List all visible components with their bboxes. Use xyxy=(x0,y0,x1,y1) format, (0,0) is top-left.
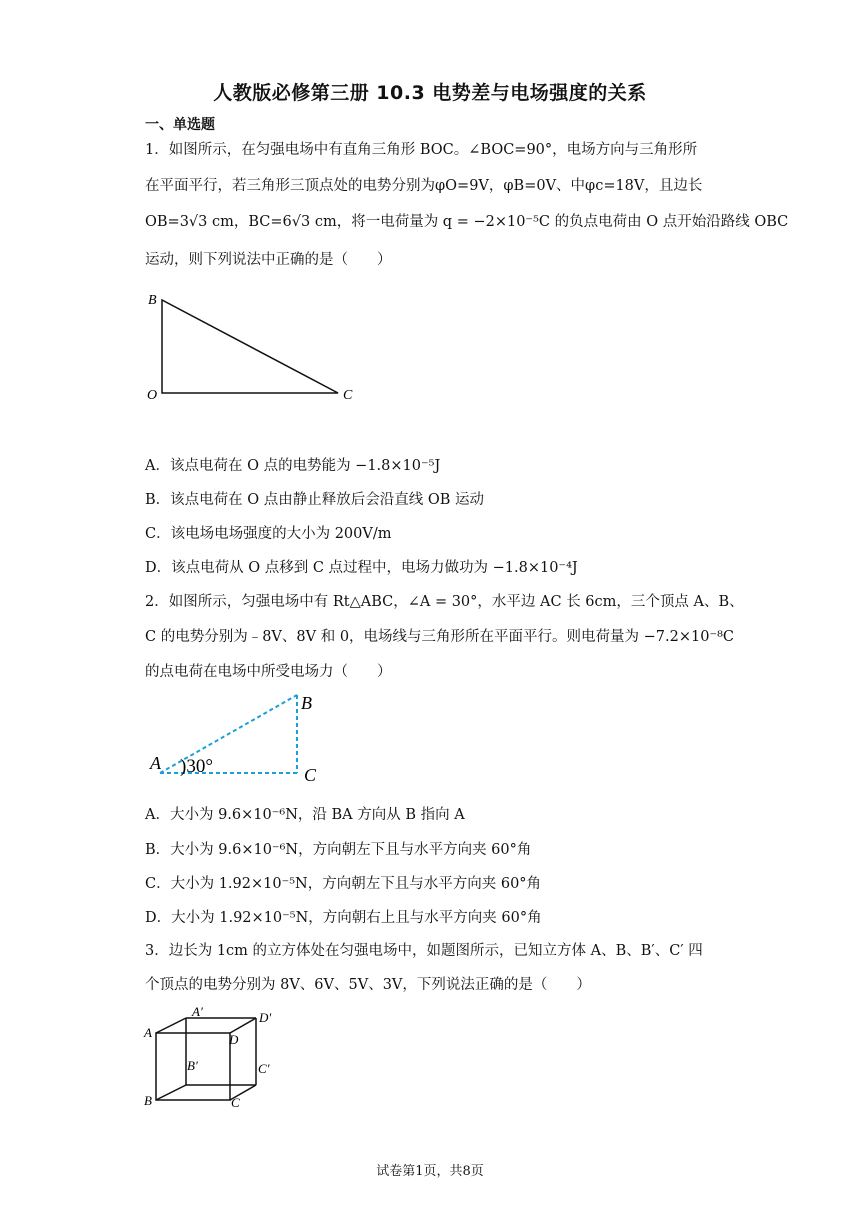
label-a: A xyxy=(150,753,161,773)
triangle-boc xyxy=(162,300,338,393)
cube-figure xyxy=(140,1000,285,1112)
question-1-line: 1．如图所示，在匀强电场中有直角三角形 BOC。∠BOC=90°，电场方向与三角形所 xyxy=(145,142,698,158)
question-3-line: 个顶点的电势分别为 8V、6V、5V、3V，下列说法正确的是（ ） xyxy=(145,977,591,993)
label-a-prime: A′ xyxy=(192,1004,203,1019)
label-c-prime: C′ xyxy=(258,1061,270,1076)
question-2-line: 2．如图所示，匀强电场中有 Rt△ABC，∠A = 30°，水平边 AC 长 6cm，三个顶点 A、B、 xyxy=(145,594,744,610)
label-b: B xyxy=(148,293,157,308)
option-c: C．该电场电场强度的大小为 200V/m xyxy=(145,526,392,542)
option-c: C．大小为 1.92×10⁻⁵N，方向朝左下且与水平方向夹 60°角 xyxy=(145,876,542,892)
triangle-abc-figure xyxy=(140,685,340,790)
question-2-line: 的点电荷在电场中所受电场力（ ） xyxy=(145,664,392,680)
question-2-line: C 的电势分别为﹣8V、8V 和 0，电场线与三角形所在平面平行。则电荷量为 −7.2×10⁻⁸C xyxy=(145,629,735,645)
label-c: C xyxy=(231,1095,240,1110)
label-b-prime: B′ xyxy=(187,1058,198,1073)
label-b: B xyxy=(144,1093,152,1108)
option-d: D．该点电荷从 O 点移到 C 点过程中，电场力做功为 −1.8×10⁻⁴J xyxy=(145,560,578,576)
page-title: 人教版必修第三册 10.3 电势差与电场强度的关系 xyxy=(213,82,647,104)
label-o: O xyxy=(147,388,158,403)
label-d-prime: D′ xyxy=(259,1010,272,1025)
question-1-line: 在平面平行，若三角形三顶点处的电势分别为φO=9V，φB=0V、中φc=18V，且边长 xyxy=(145,178,703,194)
option-b: B．大小为 9.6×10⁻⁶N，方向朝左下且与水平方向夹 60°角 xyxy=(145,842,532,858)
option-b: B．该点电荷在 O 点由静止释放后会沿直线 OB 运动 xyxy=(145,492,485,508)
label-c: C xyxy=(343,388,353,403)
page-footer: 试卷第1页，共8页 xyxy=(376,1164,484,1179)
question-1-line: OB=3√3 cm，BC=6√3 cm，将一电荷量为 q = −2×10⁻⁵C 的负点电荷由 O 点开始沿路线 OBC xyxy=(145,214,789,230)
option-a: A．该点电荷在 O 点的电势能为 −1.8×10⁻⁵J xyxy=(145,458,441,474)
question-1-line: 运动，则下列说法中正确的是（ ） xyxy=(145,252,392,268)
triangle-boc-figure xyxy=(140,285,370,410)
angle-label: )30° xyxy=(180,756,213,777)
label-b: B xyxy=(301,693,312,713)
label-c: C xyxy=(304,765,317,785)
option-d: D．大小为 1.92×10⁻⁵N，方向朝右上且与水平方向夹 60°角 xyxy=(145,910,542,926)
section-heading: 一、单选题 xyxy=(145,117,215,133)
option-a: A．大小为 9.6×10⁻⁶N，沿 BA 方向从 B 指向 A xyxy=(145,807,465,823)
label-d: D xyxy=(229,1032,239,1047)
question-3-line: 3．边长为 1cm 的立方体处在匀强电场中，如题图所示，已知立方体 A、B、B′、C′ 四 xyxy=(145,943,703,959)
label-a: A xyxy=(144,1025,152,1040)
